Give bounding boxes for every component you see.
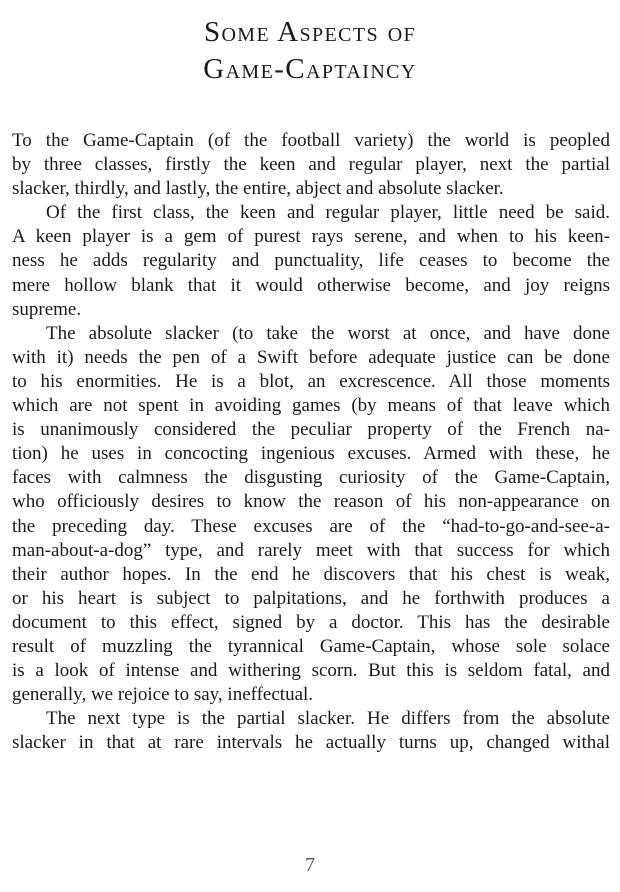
text-line: The next type is the partial slacker. He differs from the absolute bbox=[46, 708, 610, 730]
text-line: result of muzzling the tyrannical Game-Captain, whose sole solace bbox=[12, 635, 610, 657]
text-line: ness he adds regularity and punctuality, life ceases to become the bbox=[12, 250, 610, 272]
text-line: the preceding day. These excuses are of the “had-to-go-and-see-a- bbox=[12, 515, 610, 537]
text-line: is a look of intense and withering scorn. But this is seldom fatal, and bbox=[12, 660, 610, 682]
text-line: slacker in that at rare intervals he actually turns up, changed withal bbox=[12, 732, 610, 754]
text-line: The absolute slacker (to take the worst at once, and have done bbox=[46, 322, 610, 344]
chapter-title bbox=[0, 14, 620, 88]
text-line: faces with calmness the disgusting curiosity of the Game-Captain, bbox=[12, 467, 610, 489]
text-line: supreme. bbox=[12, 298, 82, 320]
chapter-title-line-2: Game-Captaincy bbox=[203, 53, 417, 85]
text-line: by three classes, firstly the keen and regular player, next the partial bbox=[12, 154, 610, 176]
text-line: mere hollow blank that it would otherwise become, and joy reigns bbox=[12, 274, 610, 296]
text-line: slacker, thirdly, and lastly, the entire, abject and absolute slacker. bbox=[12, 178, 504, 200]
text-line: To the Game-Captain (of the football variety) the world is peopled bbox=[12, 130, 610, 151]
chapter-title-line-1: Some Aspects of bbox=[203, 16, 417, 48]
text-line: document to this effect, signed by a doctor. This has the desirable bbox=[12, 611, 610, 633]
page-number: 7 bbox=[305, 854, 315, 876]
text-line: A keen player is a gem of purest rays serene, and when to his keen- bbox=[12, 226, 610, 248]
text-line: with it) needs the pen of a Swift before adequate justice can be done bbox=[12, 346, 610, 368]
text-line: tion) he uses in concocting ingenious excuses. Armed with these, he bbox=[12, 443, 610, 465]
text-line: which are not spent in avoiding games (by means of that leave which bbox=[12, 395, 610, 417]
text-line: or his heart is subject to palpitations, and he forthwith produces a bbox=[12, 587, 610, 609]
text-line: who officiously desires to know the reason of his non-appearance on bbox=[12, 491, 610, 513]
text-line: to his enormities. He is a blot, an excrescence. All those moments bbox=[12, 370, 610, 392]
text-line: their author hopes. In the end he discovers that his chest is weak, bbox=[12, 563, 610, 585]
text-line: Of the first class, the keen and regular player, little need be said. bbox=[46, 202, 610, 224]
text-line: man-about-a-dog” type, and rarely meet with that success for which bbox=[12, 539, 610, 561]
text-line: is unanimously considered the peculiar property of the French na- bbox=[12, 419, 610, 441]
text-line: generally, we rejoice to say, ineffectual. bbox=[12, 684, 314, 706]
body-text bbox=[12, 129, 610, 755]
